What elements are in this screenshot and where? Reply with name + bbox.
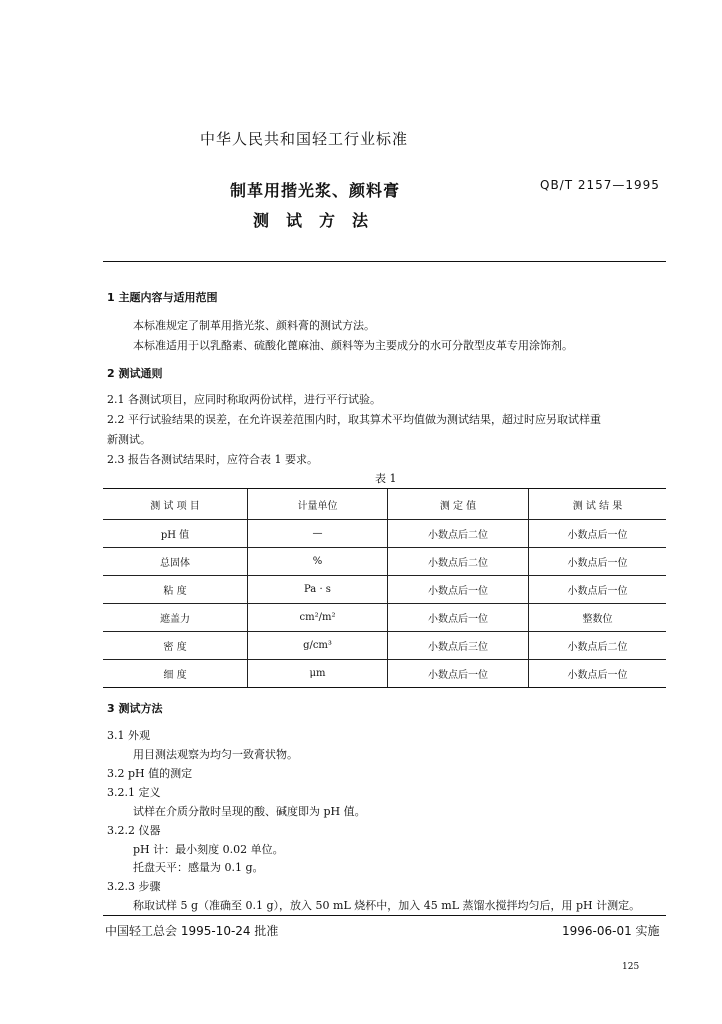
table-cell: 小数点后二位: [388, 548, 529, 576]
clause-3-1-heading: 3.1 外观: [107, 729, 150, 742]
table-row: [103, 604, 666, 632]
standard-number: QB/T 2157—1995: [540, 178, 660, 192]
table-cell: 小数点后一位: [529, 576, 667, 604]
issuing-organization: 中华人民共和国轻工行业标准: [200, 130, 409, 148]
document-title-line-1: 制革用揩光浆、颜料膏: [230, 181, 401, 200]
table-cell: %: [248, 548, 388, 576]
table-cell: 密 度: [103, 632, 248, 660]
implementation-date: 1996-06-01 实施: [562, 924, 660, 938]
clause-3-2-heading: 3.2 pH 值的测定: [107, 767, 193, 780]
table-cell: 小数点后二位: [388, 520, 529, 548]
table-cell: 小数点后一位: [388, 660, 529, 688]
column-header-test-result: 测 试 结 果: [529, 489, 667, 520]
clause-2-2-continued: 新测试。: [107, 433, 151, 446]
table-header-row: [103, 489, 666, 520]
section-1-paragraph-2: 本标准适用于以乳酪素、硫酸化蓖麻油、颜料等为主要成分的水可分散型皮革专用涂饰剂。: [133, 339, 573, 352]
clause-3-2-2-heading: 3.2.2 仪器: [107, 824, 161, 837]
table-row: [103, 660, 666, 688]
section-3-heading: 3 测试方法: [107, 702, 163, 715]
table-row: [103, 520, 666, 548]
table-row: [103, 548, 666, 576]
clause-3-1-text: 用目测法观察为均匀一致膏状物。: [133, 748, 298, 761]
clause-2-1: 2.1 各测试项目，应同时称取两份试样，进行平行试验。: [107, 393, 381, 406]
table-row: [103, 576, 666, 604]
clause-3-2-2-text-1: pH 计：最小刻度 0.02 单位。: [133, 843, 284, 856]
column-header-test-item: 测 试 项 目: [103, 489, 248, 520]
approval-date: 中国轻工总会 1995-10-24 批准: [105, 924, 279, 938]
table-cell: 整数位: [529, 604, 667, 632]
table-cell: 小数点后一位: [529, 548, 667, 576]
table-cell: cm²/m²: [248, 604, 388, 632]
clause-3-2-1-heading: 3.2.1 定义: [107, 786, 161, 799]
table-cell: 小数点后一位: [529, 660, 667, 688]
document-title-line-2: 测试方法: [253, 211, 386, 230]
footer-divider: [103, 915, 666, 916]
requirements-table: [103, 488, 666, 688]
section-1-heading: 1 主题内容与适用范围: [107, 291, 218, 304]
table-caption: 表 1: [375, 472, 397, 485]
section-2-heading: 2 测试通则: [107, 367, 163, 380]
clause-3-2-2-text-2: 托盘天平：感量为 0.1 g。: [133, 861, 264, 874]
table-cell: 小数点后一位: [529, 520, 667, 548]
table-cell: g/cm³: [248, 632, 388, 660]
header-divider: [103, 261, 666, 262]
table-cell: 小数点后一位: [388, 604, 529, 632]
table-cell: 小数点后三位: [388, 632, 529, 660]
table-cell: —: [248, 520, 388, 548]
table-row: [103, 632, 666, 660]
table-cell: Pa · s: [248, 576, 388, 604]
table-cell: 遮盖力: [103, 604, 248, 632]
table-cell: 小数点后一位: [388, 576, 529, 604]
table-cell: 粘 度: [103, 576, 248, 604]
page-number: 125: [622, 962, 640, 972]
table-cell: 细 度: [103, 660, 248, 688]
table-cell: μm: [248, 660, 388, 688]
clause-3-2-3-text: 称取试样 5 g（准确至 0.1 g），放入 50 mL 烧杯中，加入 45 mL 蒸馏水搅拌均匀后，用 pH 计测定。: [133, 899, 641, 912]
section-1-paragraph-1: 本标准规定了制革用揩光浆、颜料膏的测试方法。: [133, 319, 375, 332]
clause-3-2-1-text: 试样在介质分散时呈现的酸、碱度即为 pH 值。: [133, 805, 366, 818]
clause-2-3: 2.3 报告各测试结果时，应符合表 1 要求。: [107, 453, 318, 466]
table-cell: 小数点后二位: [529, 632, 667, 660]
clause-3-2-3-heading: 3.2.3 步骤: [107, 880, 161, 893]
table-cell: pH 值: [103, 520, 248, 548]
column-header-measured-value: 测 定 值: [388, 489, 529, 520]
column-header-unit: 计量单位: [248, 489, 388, 520]
table-cell: 总固体: [103, 548, 248, 576]
clause-2-2: 2.2 平行试验结果的误差，在允许误差范围内时，取其算术平均值做为测试结果，超过时应另取试样重: [107, 413, 601, 426]
